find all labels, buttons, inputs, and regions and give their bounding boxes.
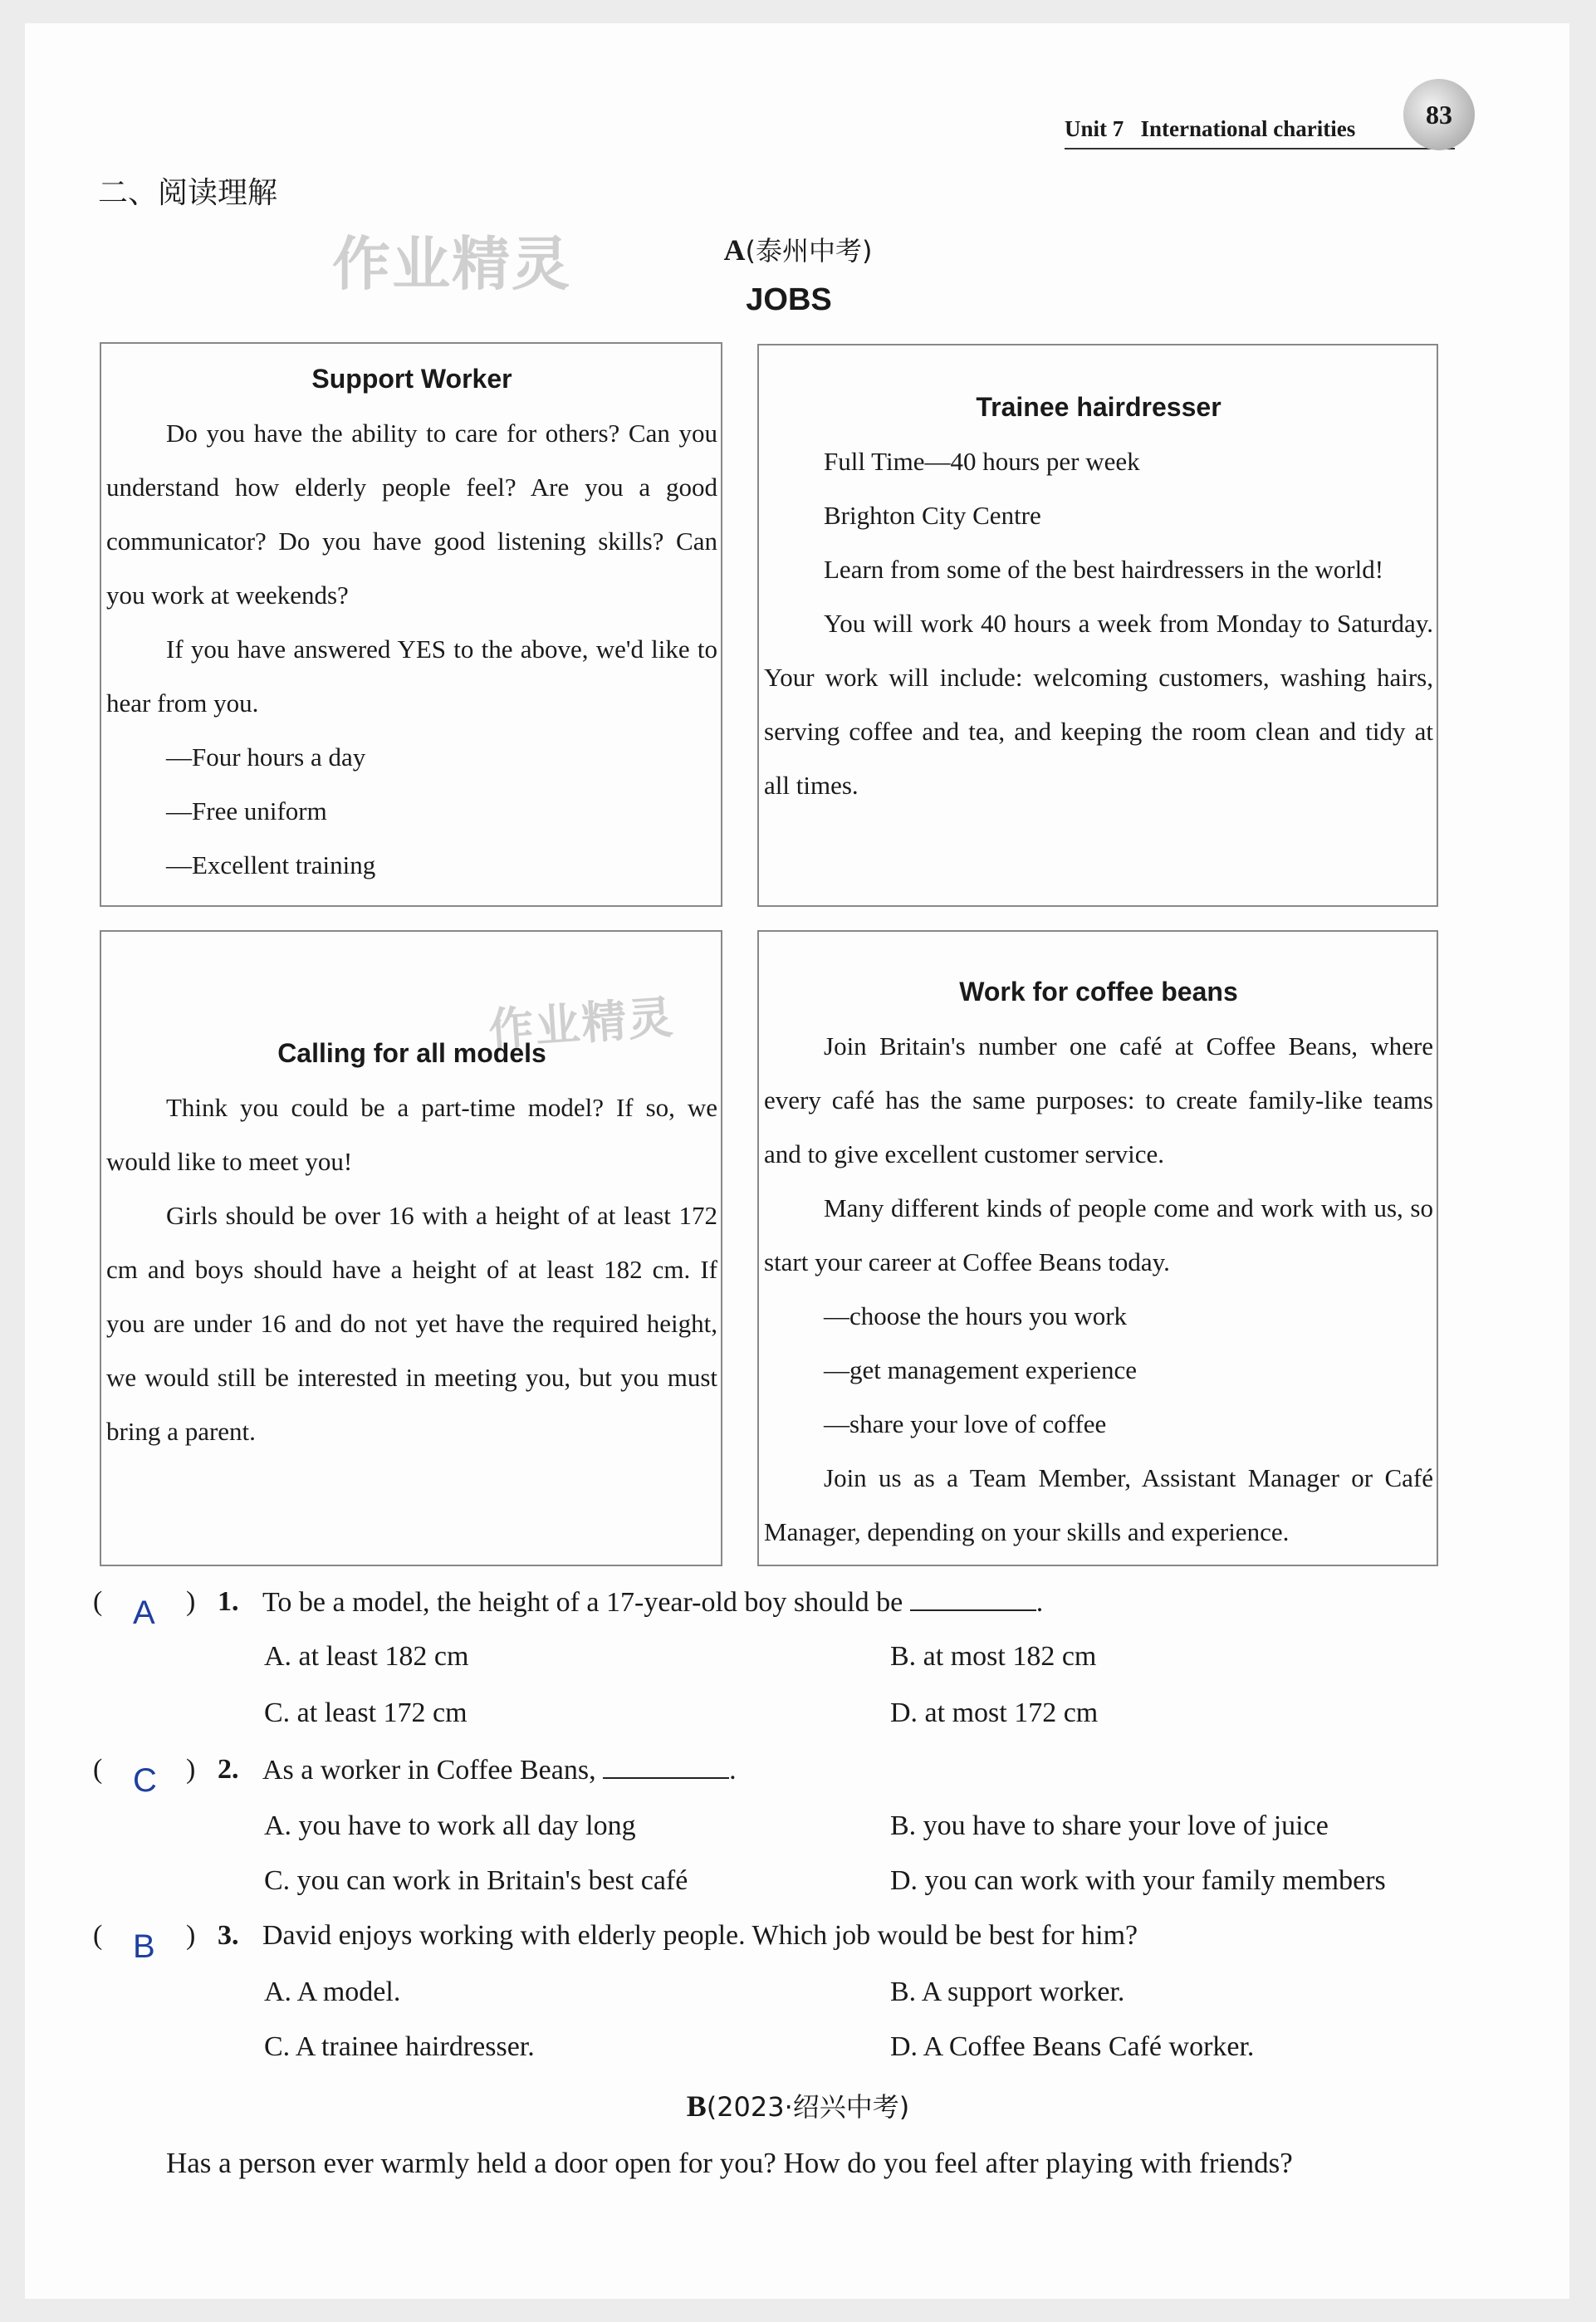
option: A. you have to work all day long <box>264 1810 636 1841</box>
option: C. at least 172 cm <box>264 1697 468 1728</box>
ad-title: Calling for all models <box>277 1038 546 1068</box>
ad-bullet: —Free uniform <box>166 796 327 825</box>
answer-mark: A <box>133 1595 155 1631</box>
part-a-source: (泰州中考) <box>745 235 873 267</box>
ad-bullet: —Four hours a day <box>166 742 366 772</box>
question-stem: As a worker in Coffee Beans, <box>262 1755 596 1786</box>
option: A. A model. <box>264 1977 401 2007</box>
ad-trainee-hairdresser <box>757 344 1438 907</box>
ad-title: Trainee hairdresser <box>976 392 1221 422</box>
question-stem: To be a model, the height of a 17-year-old boy should be <box>262 1587 903 1618</box>
answer-blank <box>910 1586 1036 1611</box>
question-number: 1. <box>218 1586 239 1617</box>
answer-blank <box>603 1754 729 1779</box>
ad-bullet: —get management experience <box>824 1355 1137 1384</box>
option: D. at most 172 cm <box>890 1697 1099 1728</box>
option: C. you can work in Britain's best café <box>264 1865 688 1896</box>
option: B. you have to share your love of juice <box>890 1810 1329 1841</box>
part-b-label: B <box>686 2089 707 2123</box>
watermark-logo: 作业精灵 <box>487 991 677 1056</box>
option: D. you can work with your family members <box>890 1865 1386 1896</box>
part-a-heading <box>0 230 1596 268</box>
ad-paragraph: Do you have the ability to care for others? Can you understand how elderly people feel? Are you a good communicator? Do you have good listening skills? Can you work at weekends? <box>106 419 717 610</box>
question-number: 3. <box>218 1920 239 1951</box>
passage-b-first-line: Has a person ever warmly held a door open for you? How do you feel after playing with friends? <box>166 2147 1293 2179</box>
ad-paragraph: If you have answered YES to the above, we'd like to hear from you. <box>106 634 717 718</box>
option: B. A support worker. <box>890 1977 1125 2007</box>
ad-paragraph: Learn from some of the best hairdressers in the world! <box>824 555 1384 584</box>
jobs-title: JOBS <box>746 282 832 317</box>
option: A. at least 182 cm <box>264 1641 469 1672</box>
part-b-heading <box>0 2086 1596 2124</box>
question-number: 2. <box>218 1754 239 1785</box>
option: D. A Coffee Beans Café worker. <box>890 2031 1255 2062</box>
ad-line: Brighton City Centre <box>824 501 1041 530</box>
part-b-source: (2023·绍兴中考) <box>706 2091 910 2123</box>
answer-mark: B <box>133 1928 155 1965</box>
ad-paragraph: Join us as a Team Member, Assistant Manager or Café Manager, depending on your skills and experience. <box>764 1463 1433 1546</box>
ad-support-worker <box>100 342 722 907</box>
ad-paragraph: Think you could be a part-time model? If so, we would like to meet you! <box>106 1093 717 1176</box>
ad-models <box>100 930 722 1566</box>
question-stem: David enjoys working with elderly people. Which job would be best for him? <box>262 1920 1138 1951</box>
header-rule <box>1065 148 1455 149</box>
ad-title: Support Worker <box>311 364 512 394</box>
answer-mark: C <box>133 1762 157 1799</box>
page-number: 83 <box>1403 79 1475 150</box>
option: C. A trainee hairdresser. <box>264 2031 535 2062</box>
part-a-label: A <box>723 233 746 267</box>
ad-paragraph: Many different kinds of people come and work with us, so start your career at Coffee Beans today. <box>764 1193 1433 1276</box>
unit-label: Unit 7 <box>1065 116 1124 141</box>
ad-paragraph: Girls should be over 16 with a height of at least 172 cm and boys should have a height of at least 182 cm. If you are under 16 and do not yet have the required height, we would still be interested in meeting you, but you must bring a parent. <box>106 1201 717 1446</box>
ad-paragraph: You will work 40 hours a week from Monday to Saturday. Your work will include: welcoming customers, washing hairs, serving coffee and tea, and keeping the room clean and tidy at all times. <box>764 609 1433 800</box>
section-title: 二、阅读理解 <box>98 176 278 210</box>
ad-bullet: —Excellent training <box>166 850 376 879</box>
ad-coffee-beans <box>757 930 1438 1566</box>
running-header <box>1065 116 1355 142</box>
ad-line: Full Time—40 hours per week <box>824 447 1140 476</box>
stem-end: . <box>1035 1587 1044 1618</box>
stem-end: . <box>729 1755 737 1786</box>
ad-bullet: —share your love of coffee <box>824 1409 1107 1438</box>
ad-title: Work for coffee beans <box>959 977 1238 1007</box>
ad-bullet: —choose the hours you work <box>824 1301 1128 1330</box>
ad-paragraph: Join Britain's number one café at Coffee Beans, where every café has the same purposes: to create family-like teams and to give excellent customer service. <box>764 1031 1433 1168</box>
option: B. at most 182 cm <box>890 1641 1097 1672</box>
unit-title: International charities <box>1140 116 1356 141</box>
watermark-logo: 作业精灵 <box>332 230 571 298</box>
